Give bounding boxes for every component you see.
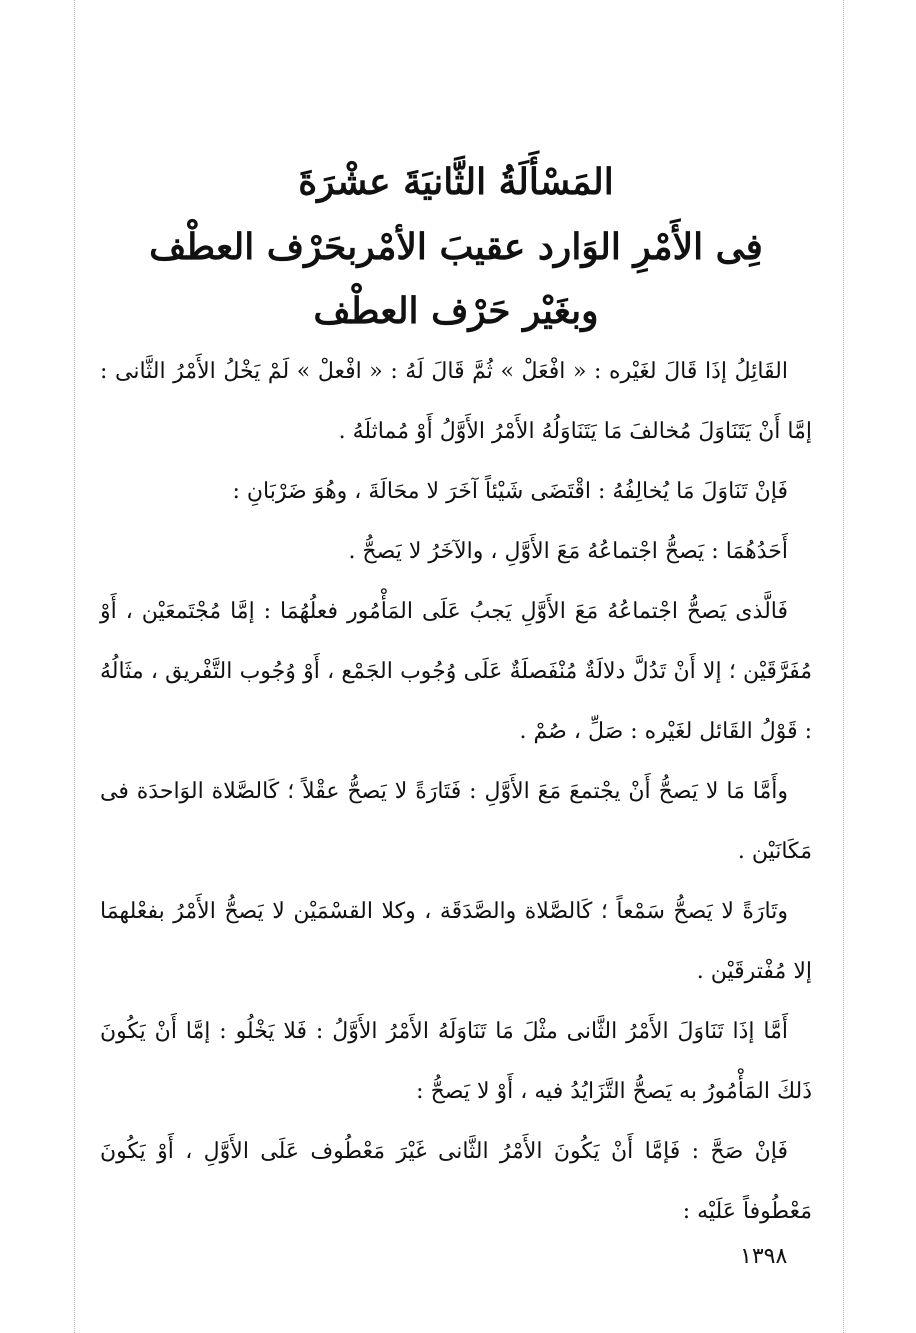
paragraph: فَالَّذى يَصحُّ اجْتماعُهُ مَعَ الأَوَّلِ يَجبُ عَلَى المَأْمُور فعلُهُمَا : إمَّا مُجْتَمعَيْن ، أَوْ مُفَرَّقَيْن ؛ إلا أَنْ تَدُلَّ دلالَةٌ مُنْفَصلَةٌ عَلَى وُجُوب الجَمْع ، أَوْ وُجُوب التَّفْريق ، مثَالُهُ : قَوْلُ القَائل لغَيْره : صَلِّ ، صُمْ . bbox=[100, 599, 812, 744]
page-body bbox=[100, 150, 812, 1242]
paragraph: القَائِلُ إذَا قَالَ لغَيْره : « افْعَلْ » ثُمَّ قَالَ لَهُ : « افْعلْ » لَمْ يَخْلُ الأَمْرُ الثَّانى : إمَّا أَنْ يَتَنَاوَلَ مُخالفَ مَا يَتَنَاوَلُهُ الأَمْرُ الأَوَّلُ أَوْ مُماثلَهُ . bbox=[100, 359, 812, 444]
chapter-title bbox=[100, 150, 812, 342]
paragraph: أَحَدُهُمَا : يَصحُّ اجْتماعُهُ مَعَ الأَوَّلِ ، والآخَرُ لا يَصحُّ . bbox=[348, 539, 788, 564]
title-line-2: فِى الأَمْرِ الوَارد عقيبَ الأمْربحَرْف العطْف bbox=[149, 226, 763, 268]
paragraph: وتَارَةً لا يَصحُّ سَمْعاً ؛ كَالصَّلاة والصَّدَقَة ، وكلا القسْمَيْن لا يَصحُّ الأَمْرُ بفعْلهمَا إلا مُفْترقَيْن . bbox=[100, 899, 812, 984]
dotted-guide-right bbox=[843, 0, 844, 1333]
paragraph: فَإنْ تَنَاوَلَ مَا يُخالِفُهُ : اقْتَضَى شَيْئاً آخَرَ لا محَالَةَ ، وهُوَ ضَرْبَانِ : bbox=[232, 479, 788, 504]
title-line-1: المَسْأَلَةُ الثَّانيَةَ عشْرَةَ bbox=[298, 161, 614, 203]
paragraph: أَمَّا إذَا تَنَاوَلَ الأَمْرُ الثَّانى مثْلَ مَا تَنَاوَلَهُ الأَمْرُ الأَوَّلُ : فَلا يَخْلُو : إمَّا أَنْ يَكُونَ ذَلكَ المَأْمُورُ به يَصحُّ التَّزَايُدُ فيه ، أَوْ لا يَصحُّ : bbox=[100, 1019, 812, 1104]
paragraph: فَإنْ صَحَّ : فَإمَّا أَنْ يَكُونَ الأَمْرُ الثَّانى غَيْرَ مَعْطُوف عَلَى الأَوَّلِ ، أَوْ يَكُونَ مَعْطُوفاً عَلَيْه : bbox=[100, 1139, 812, 1224]
page-number: ١٣٩٨ bbox=[740, 1244, 788, 1269]
paragraph: وأَمَّا مَا لا يَصحُّ أَنْ يجْتمعَ مَعَ الأَوَّلِ : فَتَارَةً لا يَصحُّ عقْلاً ؛ كَالصَّلاة الوَاحدَة فى مَكَانَيْن . bbox=[100, 779, 812, 864]
dotted-guide-left bbox=[74, 0, 75, 1333]
title-line-3: وبغَيْر حَرْف العطْف bbox=[313, 290, 599, 332]
